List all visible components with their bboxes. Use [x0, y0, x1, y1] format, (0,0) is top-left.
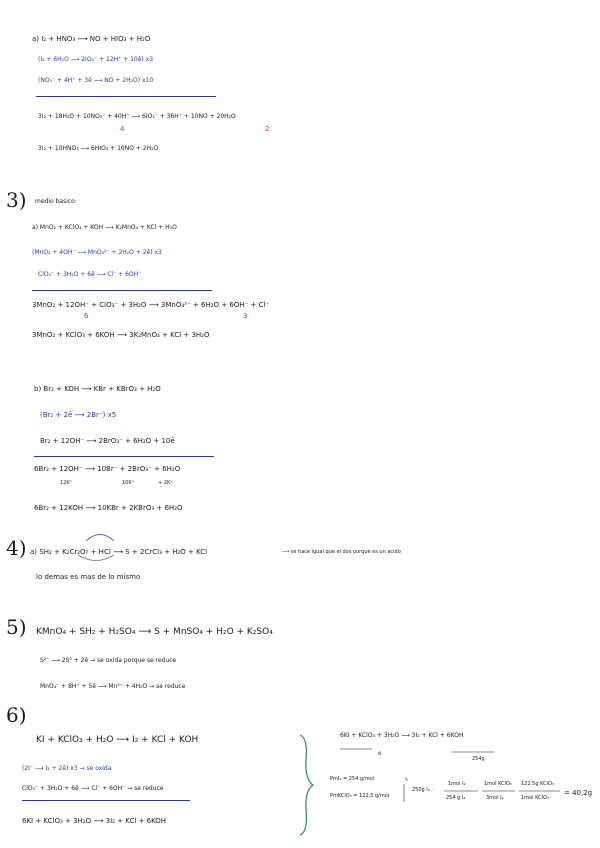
p4-arc: [86, 535, 114, 542]
p6-calc-a: 250g I₂ ·: [412, 787, 433, 793]
p5-half-reaction-1: S²⁻ ⟶ 2S⁰ + 2ē → se oxida porque se reduce: [40, 657, 177, 664]
p3b-sum-sub-1: 12K⁺: [60, 480, 73, 486]
p6-molar-mass-1: PmI₂ = 254 g/mol: [330, 776, 375, 782]
p3b-equation: b) Br₂ + KOH ⟶ KBr + KBrO₃ + H₂O: [34, 385, 161, 393]
p2-half-reaction-1: (I₂ + 6H₂O ⟶ 2IO₃⁻ + 12H⁺ + 10ē) x3: [38, 56, 154, 63]
p2-sum-note-a: 4: [120, 125, 125, 133]
p5-number: 5): [6, 615, 27, 639]
p3a-final-equation: 3MnO₂ + KClO₃ + 6KOH ⟶ 3K₂MnO₄ + KCl + 3H₂O: [32, 331, 210, 339]
p6-calc-c-bottom: 3mol I₂: [486, 795, 504, 801]
p6-molar-mass-2: PmKClO₃ = 122,5 g/mol: [330, 793, 390, 799]
p6-calc-b-bottom: 254 g I₂: [446, 795, 466, 801]
p6-number: 6): [6, 703, 27, 727]
p3-heading: medio basico:: [35, 198, 77, 205]
p6-calc-b-top: 1mol I₂: [448, 781, 466, 787]
p3a-sum-red-1: 6: [84, 312, 89, 320]
p2-sum-line: 3I₂ + 18H₂O + 10NO₃⁻ + 40H⁺ ⟶ 6IO₃⁻ + 36H⁺ + 10NO + 20H₂O: [38, 113, 236, 120]
p6-equation: KI + KClO₃ + H₂O ⟶ I₂ + KCl + KOH: [36, 735, 199, 745]
p6-calc-result: = 40,2g: [564, 789, 593, 797]
p2-final-equation: 3I₂ + 10HNO₃ ⟶ 6HIO₃ + 10NO + 2H₂O: [38, 145, 159, 152]
p5-equation: KMnO₄ + SH₂ + H₂SO₄ ⟶ S + MnSO₄ + H₂O + K₂SO₄: [36, 627, 273, 637]
p2-sum-note-b: 2: [265, 125, 270, 133]
p3a-half-reaction-1: (MnO₂ + 4OH⁻ ⟶ MnO₄²⁻ + 2H₂O + 2ē) x3: [32, 249, 162, 256]
p6-half-reaction-2: ClO₃⁻ + 3H₂O + 6ē ⟶ Cl⁻ + 6OH⁻ → se reduce: [22, 785, 164, 792]
curly-brace: [300, 735, 313, 835]
p6-side-under-1: ē: [378, 751, 382, 757]
p6-final-equation: 6KI + KClO₃ + 3H₂O ⟶ 3I₂ + KCl + 6KOH: [22, 817, 167, 825]
p3a-sum-red-2: 3: [243, 312, 248, 320]
p6-half-reaction-1: (2I⁻ ⟶ I₂ + 2ē) x3 → se oxida: [22, 765, 112, 772]
p6-calc-c-top: 1mol KClO₃: [484, 781, 512, 787]
p3a-equation: a) MnO₂ + KClO₃ + KOH ⟶ K₂MnO₄ + KCl + H₂O: [32, 224, 177, 231]
brace-tick: [406, 777, 408, 780]
p3b-half-reaction-2: Br₂ + 12OH⁻ ⟶ 2BrO₃⁻ + 6H₂O + 10ē: [40, 437, 175, 445]
p6-calc-d-top: 122,5g KClO₃: [521, 781, 554, 787]
p3b-sum-sub-2: 10K⁺: [122, 480, 135, 486]
p3b-sum-line: 6Br₂ + 12OH⁻ ⟶ 10Br⁻ + 2BrO₃⁻ + 6H₂O: [34, 465, 181, 473]
p3b-half-reaction-1: (Br₂ + 2ē ⟶ 2Br⁻) x5: [40, 411, 117, 419]
p2-main-equation: a) I₂ + HNO₃ ⟶ NO + HIO₃ + H₂O: [32, 35, 151, 43]
p3a-sum-line: 3MnO₂ + 12OH⁻ + ClO₃⁻ + 3H₂O ⟶ 3MnO₄²⁻ + 6H₂O + 6OH⁻ + Cl⁻: [32, 301, 270, 309]
p6-side-under-2: 254g: [472, 756, 485, 762]
p2-half-reaction-2: (NO₃⁻ + 4H⁺ + 3ē ⟶ NO + 2H₂O) x10: [38, 77, 154, 84]
p4-number: 4): [6, 536, 27, 560]
p6-calc-d-bottom: 1mol KClO₃: [521, 795, 549, 801]
p4-arc-lower: [78, 555, 114, 561]
p3-number: 3): [6, 188, 27, 212]
p5-half-reaction-2: MnO₄⁻ + 8H⁺ + 5ē ⟶ Mn²⁺ + 4H₂O → se reduce: [40, 683, 186, 690]
p3b-final-equation: 6Br₂ + 12KOH ⟶ 10KBr + 2KBrO₃ + 6H₂O: [34, 504, 183, 512]
p4-equation: a) SH₂ + K₂Cr₂O₇ + HCl ⟶ S + 2CrCl₃ + H₂O + KCl: [30, 548, 208, 556]
p4-note: ⟶ se hace igual que el dos porque es un acido: [282, 549, 401, 555]
p6-side-equation: 6KI + KClO₃ + 3H₂O ⟶ 3I₂ + KCl + 6KOH: [340, 732, 464, 739]
p4-line-2: lo demas es mas de lo mismo: [36, 573, 141, 581]
p3b-sum-sub-3: + 2K⁺: [158, 480, 173, 486]
p3a-half-reaction-2: ClO₃⁻ + 3H₂O + 6ē ⟶ Cl⁻ + 6OH⁻: [38, 271, 142, 278]
